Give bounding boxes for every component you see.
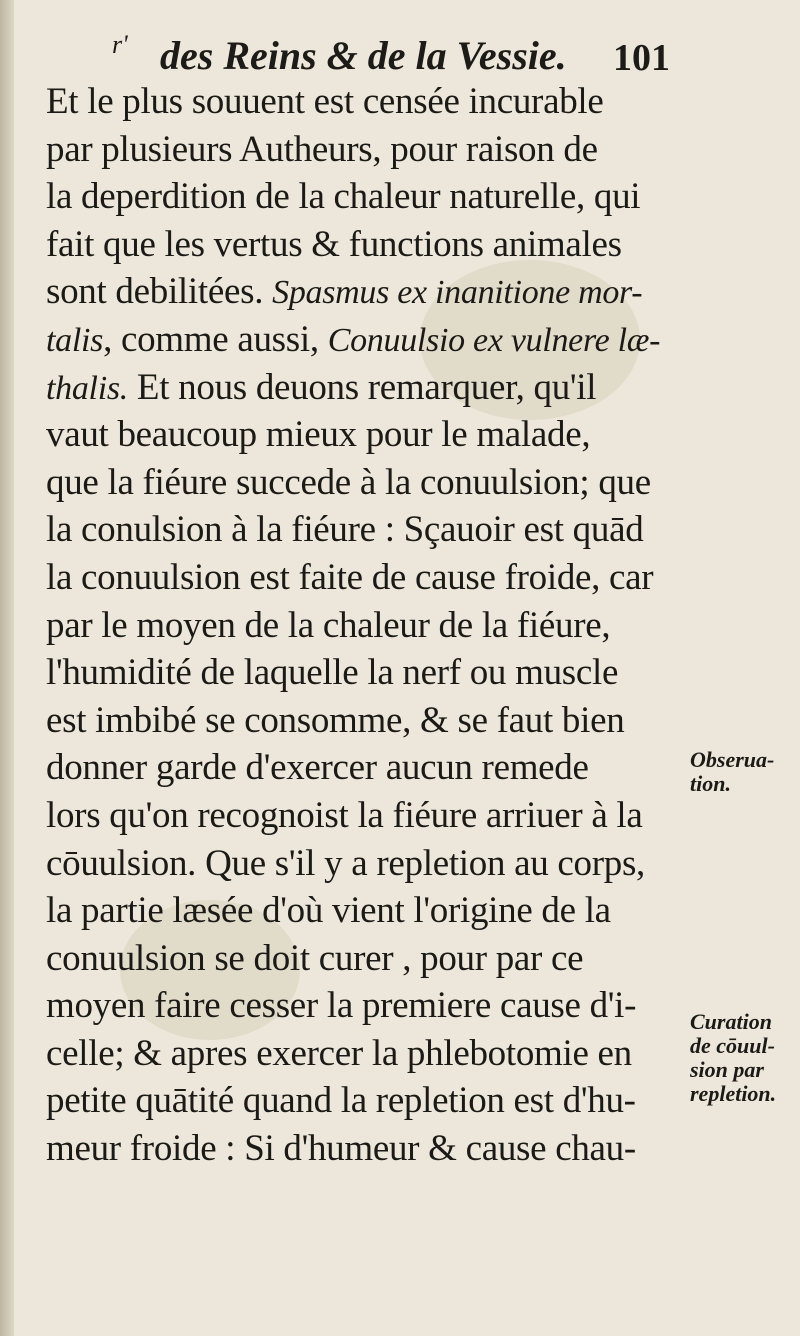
text-line	[46, 887, 686, 935]
text-line	[46, 792, 686, 840]
text-segment: , comme aussi,	[103, 318, 328, 360]
text-line	[46, 506, 686, 554]
text-line	[46, 602, 686, 650]
text-segment: par le moyen de la chaleur de la fiéure,	[46, 604, 611, 646]
text-line	[46, 316, 686, 364]
text-line	[46, 126, 686, 174]
text-segment: conuulsion se doit curer , pour par ce	[46, 937, 584, 979]
page-number: 101	[613, 37, 670, 79]
text-line	[46, 173, 686, 221]
text-line	[46, 1125, 686, 1173]
main-text-block	[46, 78, 686, 1173]
text-line	[46, 268, 686, 316]
text-line	[46, 411, 686, 459]
text-segment: que la fiéure succede à la conuulsion; que	[46, 461, 651, 503]
text-line	[46, 459, 686, 507]
text-segment: la conuulsion est faite de cause froide, car	[46, 556, 654, 598]
text-segment: la conulsion à la fiéure : Sçauoir est quād	[46, 509, 644, 551]
text-line	[46, 221, 686, 269]
margin-note-line: de cōuul-	[690, 1033, 775, 1058]
text-segment: donner garde d'exercer aucun remede	[46, 747, 589, 789]
text-segment: est imbibé se consomme, & se faut bien	[46, 699, 625, 741]
text-line	[46, 554, 686, 602]
margin-note-observation	[690, 748, 774, 796]
text-segment: la deperdition de la chaleur naturelle, qui	[46, 176, 641, 218]
text-segment: la partie læsée d'où vient l'origine de la	[46, 890, 611, 932]
margin-note-line: Obserua-	[690, 747, 775, 772]
text-segment: Et le plus souuent est censée incurable	[46, 81, 604, 122]
latin-italic-phrase: talis	[46, 321, 104, 359]
margin-note-curation	[690, 1010, 776, 1106]
text-line	[46, 649, 686, 697]
text-segment: petite quātité quand la repletion est d'hu-	[46, 1080, 636, 1122]
text-line	[46, 697, 686, 745]
text-segment: vaut beaucoup mieux pour le malade,	[46, 414, 591, 456]
text-segment: lors qu'on recognoist la fiéure arriuer à la	[46, 794, 643, 836]
text-line	[46, 364, 686, 412]
running-head: des Reins & de la Vessie.	[160, 33, 567, 78]
margin-note-line: Curation	[690, 1009, 772, 1034]
text-line	[46, 935, 686, 983]
text-segment: par plusieurs Autheurs, pour raison de	[46, 128, 598, 170]
text-segment: cōuulsion. Que s'il y a repletion au corps,	[46, 842, 645, 884]
margin-note-line: sion par	[690, 1057, 764, 1082]
text-segment: meur froide : Si d'humeur & cause chau-	[46, 1128, 636, 1170]
text-segment: l'humidité de laquelle la nerf ou muscle	[46, 652, 619, 694]
latin-italic-phrase: thalis.	[46, 369, 128, 407]
margin-note-line: tion.	[690, 771, 731, 796]
latin-italic-phrase: Conuulsio ex vulnere læ-	[327, 321, 661, 359]
text-line	[46, 840, 686, 888]
text-line	[46, 1030, 686, 1078]
text-segment: celle; & apres exercer la phlebotomie en	[46, 1032, 632, 1074]
text-line	[46, 982, 686, 1030]
text-line	[46, 744, 686, 792]
page-gutter-shadow	[0, 0, 14, 1336]
text-segment: sont debilitées.	[46, 271, 273, 313]
header-mark: r'	[112, 30, 128, 59]
text-line	[46, 1077, 686, 1125]
text-segment: fait que les vertus & functions animales	[46, 223, 622, 265]
text-segment: Et nous deuons remarquer, qu'il	[127, 366, 597, 408]
latin-italic-phrase: Spasmus ex inanitione mor-	[272, 274, 643, 312]
margin-note-line: repletion.	[690, 1081, 777, 1106]
text-line	[46, 78, 686, 126]
text-segment: moyen faire cesser la premiere cause d'i-	[46, 985, 637, 1027]
